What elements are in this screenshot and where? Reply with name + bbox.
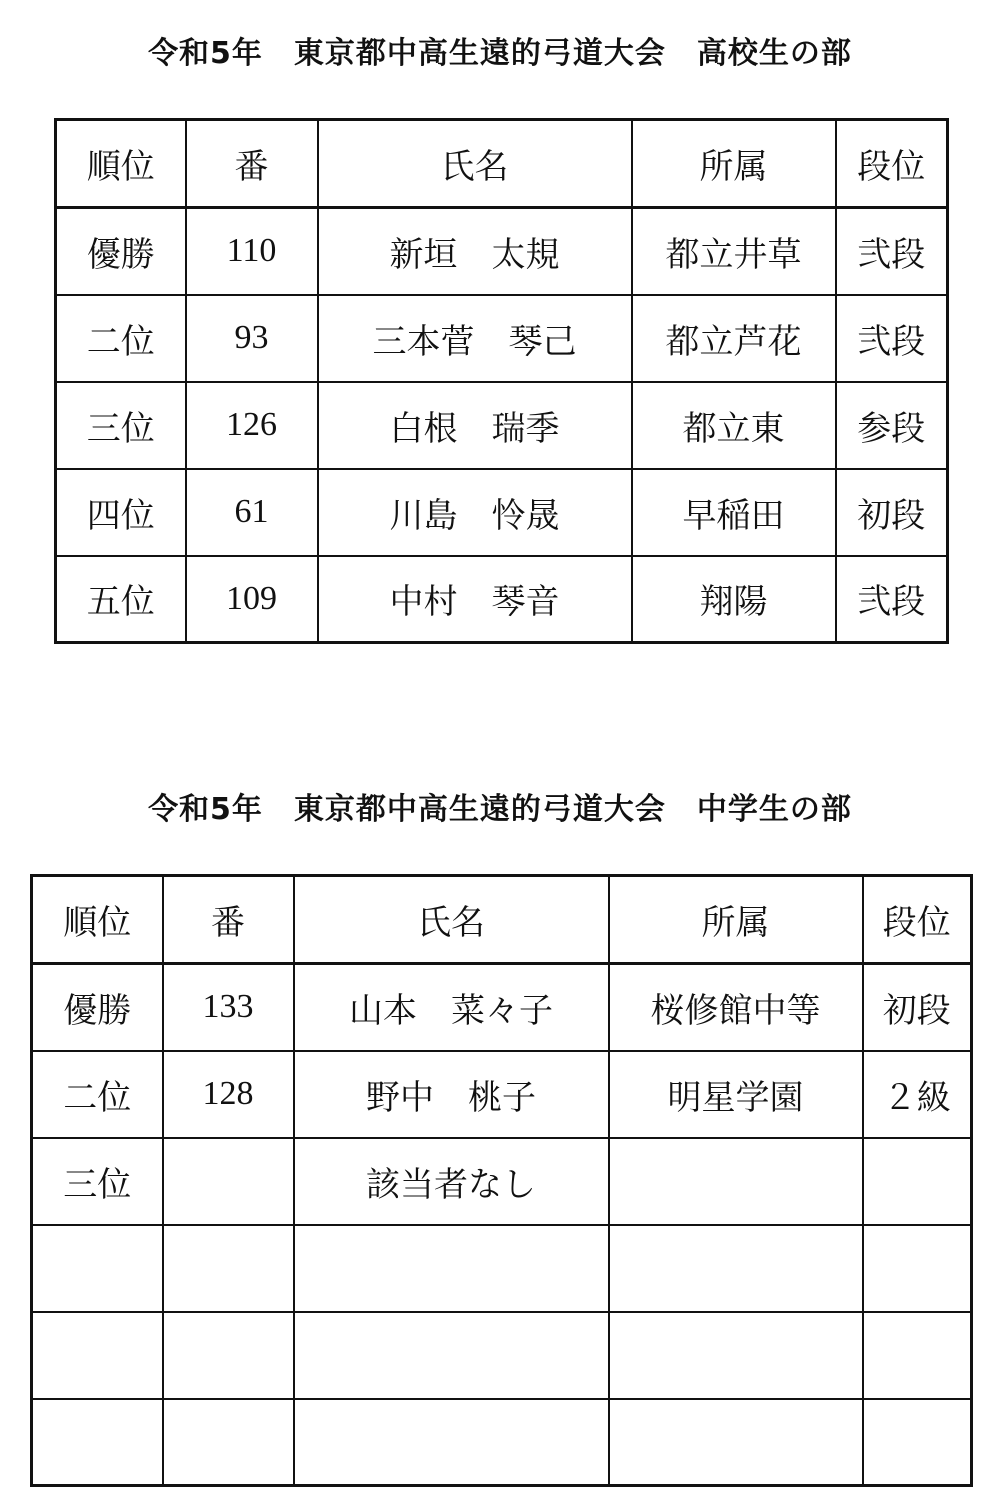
- name-cell: 該当者なし: [294, 1138, 609, 1225]
- affiliation-cell: 翔陽: [632, 556, 836, 643]
- table-row: [32, 964, 972, 1051]
- table-row: [32, 1312, 972, 1399]
- table-row: [32, 1138, 972, 1225]
- affiliation-cell: [609, 1138, 863, 1225]
- middle-school-results-table: [30, 874, 973, 1487]
- name-cell: 野中 桃子: [294, 1051, 609, 1138]
- table-row: [32, 1399, 972, 1486]
- name-cell: [294, 1399, 609, 1486]
- affiliation-cell: 桜修館中等: [609, 964, 863, 1051]
- grade-cell: 弐段: [836, 556, 948, 643]
- middle-school-title: 令和5年 東京都中高生遠的弓道大会 中学生の部: [148, 792, 852, 827]
- header-grade: 段位: [836, 120, 948, 208]
- affiliation-cell: [609, 1312, 863, 1399]
- number-cell: [163, 1138, 294, 1225]
- grade-cell: 初段: [863, 964, 972, 1051]
- number-cell: [163, 1225, 294, 1312]
- rank-cell: 二位: [32, 1051, 163, 1138]
- name-cell: [294, 1312, 609, 1399]
- rank-cell: 三位: [56, 382, 186, 469]
- rank-cell: [32, 1399, 163, 1486]
- grade-cell: 弐段: [836, 295, 948, 382]
- affiliation-cell: 明星学園: [609, 1051, 863, 1138]
- grade-cell: ２級: [863, 1051, 972, 1138]
- high-school-title: 令和5年 東京都中高生遠的弓道大会 高校生の部: [148, 36, 852, 71]
- rank-cell: [32, 1312, 163, 1399]
- number-cell: 109: [186, 556, 318, 643]
- header-rank: 順位: [32, 876, 163, 964]
- rank-cell: 四位: [56, 469, 186, 556]
- grade-cell: [863, 1138, 972, 1225]
- affiliation-cell: 都立芦花: [632, 295, 836, 382]
- grade-cell: [863, 1312, 972, 1399]
- rank-cell: 優勝: [56, 208, 186, 295]
- table-header-row: [32, 876, 972, 964]
- number-cell: 133: [163, 964, 294, 1051]
- grade-cell: 参段: [836, 382, 948, 469]
- name-cell: 三本菅 琴己: [318, 295, 632, 382]
- affiliation-cell: 早稲田: [632, 469, 836, 556]
- table-row: [56, 208, 948, 295]
- grade-cell: [863, 1399, 972, 1486]
- table-header-row: [56, 120, 948, 208]
- table-row: [56, 469, 948, 556]
- table-row: [56, 556, 948, 643]
- name-cell: 山本 菜々子: [294, 964, 609, 1051]
- number-cell: 126: [186, 382, 318, 469]
- number-cell: 93: [186, 295, 318, 382]
- rank-cell: 三位: [32, 1138, 163, 1225]
- name-cell: 中村 琴音: [318, 556, 632, 643]
- number-cell: 61: [186, 469, 318, 556]
- table-row: [32, 1225, 972, 1312]
- rank-cell: 二位: [56, 295, 186, 382]
- number-cell: [163, 1312, 294, 1399]
- grade-cell: 弐段: [836, 208, 948, 295]
- affiliation-cell: [609, 1399, 863, 1486]
- high-school-results-table: [54, 118, 949, 644]
- header-affiliation: 所属: [632, 120, 836, 208]
- header-rank: 順位: [56, 120, 186, 208]
- name-cell: [294, 1225, 609, 1312]
- affiliation-cell: [609, 1225, 863, 1312]
- name-cell: 白根 瑞季: [318, 382, 632, 469]
- affiliation-cell: 都立井草: [632, 208, 836, 295]
- grade-cell: [863, 1225, 972, 1312]
- rank-cell: [32, 1225, 163, 1312]
- header-name: 氏名: [294, 876, 609, 964]
- header-number: 番: [186, 120, 318, 208]
- header-grade: 段位: [863, 876, 972, 964]
- table-row: [32, 1051, 972, 1138]
- name-cell: 川島 怜晟: [318, 469, 632, 556]
- header-affiliation: 所属: [609, 876, 863, 964]
- affiliation-cell: 都立東: [632, 382, 836, 469]
- name-cell: 新垣 太規: [318, 208, 632, 295]
- number-cell: 128: [163, 1051, 294, 1138]
- grade-cell: 初段: [836, 469, 948, 556]
- rank-cell: 五位: [56, 556, 186, 643]
- header-number: 番: [163, 876, 294, 964]
- rank-cell: 優勝: [32, 964, 163, 1051]
- table-row: [56, 295, 948, 382]
- number-cell: [163, 1399, 294, 1486]
- table-row: [56, 382, 948, 469]
- number-cell: 110: [186, 208, 318, 295]
- header-name: 氏名: [318, 120, 632, 208]
